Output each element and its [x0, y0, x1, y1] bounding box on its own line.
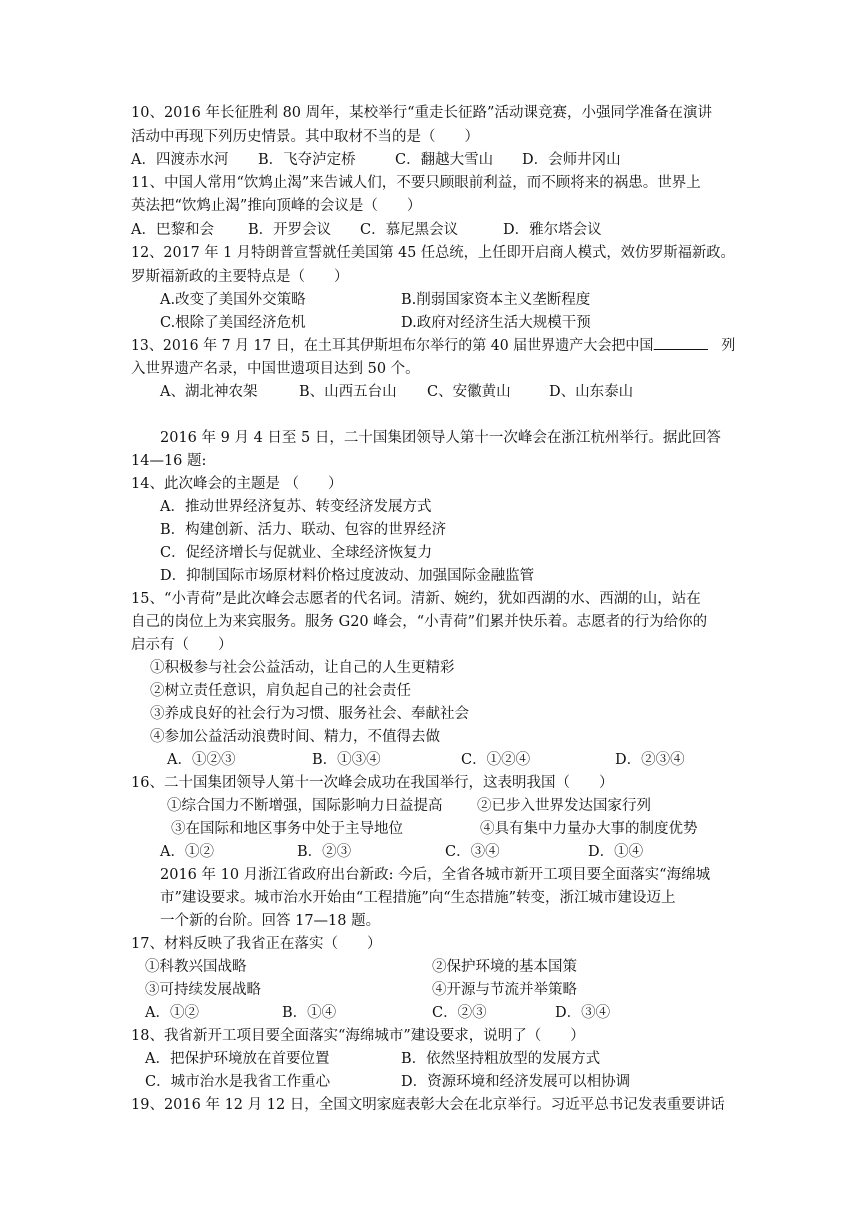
- q17-item-1: ①科教兴国战略: [145, 959, 247, 975]
- q10-option-c[interactable]: C．翻越大雪山: [395, 152, 494, 168]
- q12-stem-line2: 罗斯福新政的主要特点是（ ）: [131, 269, 349, 285]
- q13-stem-part2: 列: [721, 338, 736, 354]
- material2-line1: 2016 年 10 月浙江省政府出台新政: 今后，全省各城市新开工项目要全面落实“海绵城: [160, 867, 711, 883]
- q14-option-c[interactable]: C．促经济增长与促就业、全球经济恢复力: [160, 545, 433, 561]
- q13-option-b[interactable]: B、山西五台山: [299, 384, 397, 400]
- q11-option-a[interactable]: A．巴黎和会: [131, 222, 214, 238]
- q12-option-d[interactable]: D.政府对经济生活大规模干预: [401, 315, 591, 331]
- material2-line2: 市”建设要求。城市治水开始由“工程措施”向“生态措施”转变，浙江城市建设迈上: [160, 890, 676, 906]
- q18-option-d[interactable]: D．资源环境和经济发展可以相协调: [401, 1074, 631, 1090]
- q13-option-c[interactable]: C、安徽黄山: [427, 384, 511, 400]
- q10-stem-line2: 活动中再现下列历史情景。其中取材不当的是（ ）: [131, 129, 479, 145]
- q13-answer-blank: [653, 335, 707, 350]
- q16-option-b[interactable]: B．②③: [297, 844, 352, 860]
- q17-option-a[interactable]: A．①②: [145, 1005, 199, 1021]
- q10-option-b[interactable]: B．飞夺泸定桥: [258, 152, 356, 168]
- q11-option-d[interactable]: D．雅尔塔会议: [503, 222, 602, 238]
- q19-stem-line1: 19、2016 年 12 月 12 日，全国文明家庭表彰大会在北京举行。习近平总书记发表重要讲话: [131, 1097, 725, 1113]
- q12-option-b[interactable]: B.削弱国家资本主义垄断程度: [401, 292, 591, 308]
- q17-option-c[interactable]: C．②③: [432, 1005, 487, 1021]
- q15-option-a[interactable]: A．①②③: [167, 752, 236, 768]
- q16-options: [160, 841, 720, 863]
- q15-option-c[interactable]: C．①②④: [461, 752, 531, 768]
- q13-stem-part1: 13、2016 年 7 月 17 日，在土耳其伊斯坦布尔举行的第 40 届世界遗产大会把中国: [131, 338, 654, 354]
- q11-stem-line2: 英法把“饮鸩止渴”推向顶峰的会议是（ ）: [131, 198, 422, 214]
- q13-stem-line2: 入世界遗产名录，中国世遗项目达到 50 个。: [131, 361, 420, 377]
- material1-line1: 2016 年 9 月 4 日至 5 日，二十国集团领导人第十一次峰会在浙江杭州举行。据此回答: [160, 430, 721, 446]
- q17-item-2: ②保护环境的基本国策: [432, 959, 577, 975]
- material1-line2: 14—16 题:: [131, 453, 207, 469]
- q13-options: [160, 381, 720, 403]
- q17-options: [145, 1002, 705, 1024]
- material2-line3: 一个新的台阶。回答 17—18 题。: [160, 913, 381, 929]
- q14-option-d[interactable]: D．抑制国际市场原材料价格过度波动、加强国际金融监管: [160, 568, 535, 584]
- q16-option-d[interactable]: D．①④: [588, 844, 644, 860]
- q14-option-b[interactable]: B．构建创新、活力、联动、包容的世界经济: [160, 522, 447, 538]
- q14-stem: 14、此次峰会的主题是 （ ）: [131, 476, 343, 492]
- q16-stem: 16、二十国集团领导人第十一次峰会成功在我国举行，这表明我国（ ）: [131, 775, 614, 791]
- q17-item-4: ④开源与节流并举策略: [432, 982, 577, 998]
- q18-option-c[interactable]: C．城市治水是我省工作重心: [145, 1074, 331, 1090]
- q18-stem: 18、我省新开工项目要全面落实“海绵城市”建设要求，说明了（ ）: [131, 1028, 585, 1044]
- q14-option-a[interactable]: A．推动世界经济复苏、转变经济发展方式: [160, 499, 432, 515]
- q11-option-b[interactable]: B．开罗会议: [248, 222, 332, 238]
- q15-item-1: ①积极参与社会公益活动，让自己的人生更精彩: [150, 660, 455, 676]
- q13-stem-line1: [131, 335, 735, 357]
- q10-option-a[interactable]: A．四渡赤水河: [131, 152, 229, 168]
- q17-stem: 17、材料反映了我省正在落实（ ）: [131, 936, 382, 952]
- q15-item-4: ④参加公益活动浪费时间、精力，不值得去做: [150, 729, 440, 745]
- q16-item-1: ①综合国力不断增强，国际影响力日益提高: [167, 798, 443, 814]
- q10-options: [131, 149, 731, 171]
- q18-option-a[interactable]: A．把保护环境放在首要位置: [145, 1051, 330, 1067]
- q10-option-d[interactable]: D．会师井冈山: [522, 152, 621, 168]
- q12-stem-line1: 12、2017 年 1 月特朗普宣誓就任美国第 45 任总统，上任即开启商人模式，效仿罗斯福新政。: [131, 245, 735, 261]
- q15-option-d[interactable]: D．②③④: [615, 752, 685, 768]
- q17-option-d[interactable]: D．③④: [555, 1005, 611, 1021]
- q17-item-3: ③可持续发展战略: [145, 982, 261, 998]
- q16-item-2: ②已步入世界发达国家行列: [477, 798, 651, 814]
- q17-option-b[interactable]: B．①④: [282, 1005, 337, 1021]
- q11-stem-line1: 11、中国人常用“饮鸩止渴”来告诫人们，不要只顾眼前利益，而不顾将来的祸患。世界上: [131, 175, 701, 191]
- q16-option-a[interactable]: A．①②: [160, 844, 214, 860]
- q16-option-c[interactable]: C．③④: [445, 844, 500, 860]
- q15-stem-line3: 启示有（ ）: [131, 637, 233, 653]
- q15-option-b[interactable]: B．①③④: [312, 752, 381, 768]
- q18-option-b[interactable]: B．依然坚持粗放型的发展方式: [401, 1051, 601, 1067]
- q15-item-3: ③养成良好的社会行为习惯、服务社会、奉献社会: [150, 706, 469, 722]
- q15-stem-line1: 15、“小青荷”是此次峰会志愿者的代名词。清新、婉约，犹如西湖的水、西湖的山，站在: [131, 591, 701, 607]
- q12-option-a[interactable]: A.改变了美国外交策略: [160, 292, 306, 308]
- q13-option-d[interactable]: D、山东泰山: [549, 384, 634, 400]
- q16-item-4: ④具有集中力量办大事的制度优势: [480, 821, 698, 837]
- q10-stem-line1: 10、2016 年长征胜利 80 周年，某校举行“重走长征路”活动课竞赛，小强同学准备在演讲: [131, 105, 712, 121]
- q16-item-3: ③在国际和地区事务中处于主导地位: [171, 821, 403, 837]
- q15-stem-line2: 自己的岗位上为来宾服务。服务 G20 峰会，“小青荷”们累并快乐着。志愿者的行为给你的: [131, 614, 708, 630]
- q15-item-2: ②树立责任意识，肩负起自己的社会责任: [150, 683, 411, 699]
- q11-option-c[interactable]: C．慕尼黑会议: [360, 222, 459, 238]
- q13-option-a[interactable]: A、湖北神农架: [160, 384, 258, 400]
- q11-options: [131, 219, 731, 241]
- q12-option-c[interactable]: C.根除了美国经济危机: [160, 315, 306, 331]
- q15-options: [167, 749, 727, 771]
